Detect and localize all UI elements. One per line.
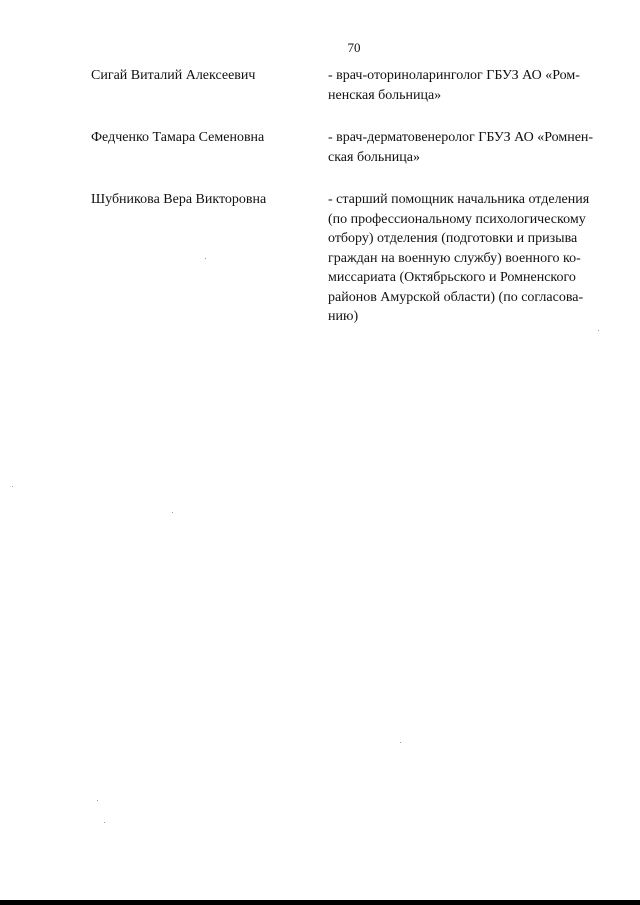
member-name: Шубникова Вера Викторовна xyxy=(91,192,267,207)
scan-speck xyxy=(104,822,105,823)
scan-speck xyxy=(172,512,173,513)
list-item xyxy=(91,128,603,167)
page-number: 70 xyxy=(347,40,361,55)
scan-speck xyxy=(12,486,13,487)
member-name: Сигай Виталий Алексеевич xyxy=(91,68,256,83)
member-name: Федченко Тамара Семеновна xyxy=(91,130,265,145)
list-item xyxy=(91,190,603,327)
scan-speck xyxy=(97,800,98,801)
scan-speck xyxy=(598,330,599,331)
member-position: - старший помощник начальника отделения (по профессиональному психологическому отбору) отделения (подготовки и призыва граждан на военную службу) военного ко- миссариата (Октябрьского и Ромненского районов Амурской области) (по согласова- нию) xyxy=(328,192,590,324)
list-item xyxy=(91,66,603,105)
scan-edge-bar xyxy=(0,900,640,905)
scan-speck xyxy=(400,742,401,743)
member-position: - врач-оториноларинголог ГБУЗ АО «Ром- ненская больница» xyxy=(328,68,580,103)
scan-speck xyxy=(205,258,206,259)
member-position: - врач-дерматовенеролог ГБУЗ АО «Ромнен- ская больница» xyxy=(328,130,594,165)
commission-member-list xyxy=(91,66,603,350)
